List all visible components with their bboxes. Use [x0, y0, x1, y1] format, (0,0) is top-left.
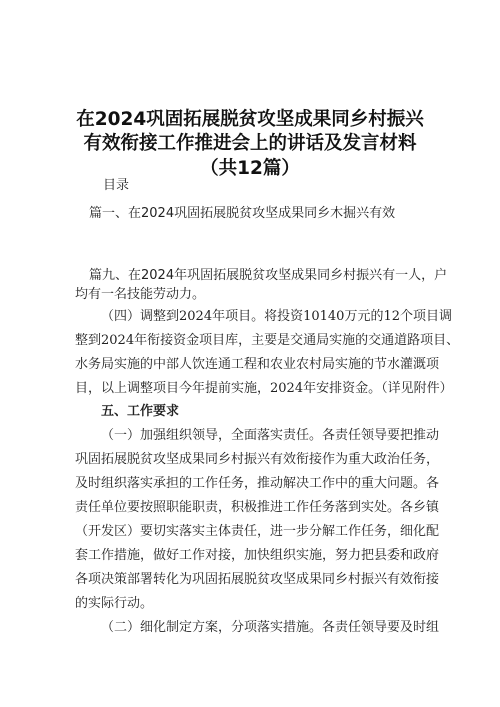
document-title-line-3: （共12篇） — [200, 158, 300, 179]
toc-item-1: 篇一、在2024巩固拓展脱贫攻坚成果同乡木掘兴有效 — [89, 206, 396, 221]
body-paragraph-line: （四）调整到2024年项目。将投资10140万元的12个项目调 — [101, 309, 452, 324]
section-paragraph-line: （一）加强组织领导，全面落实责任。各责任领导要把推动 — [101, 428, 440, 443]
document-title-line-2: 有效衔接工作推进会上的讲话及发言材料 — [83, 133, 417, 154]
section-paragraph-line: 巩固拓展脱贫攻坚成果同乡村振兴有效衔接作为重大政治任务， — [75, 452, 440, 467]
body-paragraph-line: 整到2024年衔接资金项目库，主要是交通局实施的交通道路项目、 — [75, 333, 460, 348]
toc-label: 目录 — [103, 178, 130, 193]
section-paragraph-line: （二）细化制定方案，分项落实措施。各责任领导要及时组 — [101, 620, 440, 635]
toc-item-9-line-1: 篇九、在2024年巩固拓展脱贫攻坚成果同乡村振兴有一人，户 — [89, 268, 448, 283]
section-heading: 五、工作要求 — [101, 404, 180, 419]
section-paragraph-line: 套工作措施，做好工作对接，加快组织实施，努力把县委和政府 — [75, 548, 440, 563]
section-paragraph-line: 各项决策部署转化为巩固拓展脱贫攻坚成果同乡村振兴有效衔接 — [75, 572, 440, 587]
section-paragraph-line: 及时组织落实承担的工作任务，推动解决工作中的重大问题。各 — [75, 476, 440, 491]
section-paragraph-line: （开发区）要切实落实主体责任，进一步分解工作任务，细化配 — [75, 524, 440, 539]
section-paragraph-line: 责任单位要按照职能职责，积极推进工作任务落到实处。各乡镇 — [75, 500, 440, 515]
body-paragraph-line: 水务局实施的中部人饮连通工程和农业农村局实施的节水灌溉项 — [75, 357, 440, 372]
document-title-line-1: 在2024巩固拓展脱贫攻坚成果同乡村振兴 — [76, 109, 424, 130]
section-paragraph-line: 的实际行动。 — [75, 596, 154, 611]
toc-item-9-line-2: 均有一名技能劳动力。 — [75, 287, 206, 302]
body-paragraph-line: 目，以上调整项目今年提前实施，2024年安排资金。（详见附件） — [75, 381, 453, 396]
